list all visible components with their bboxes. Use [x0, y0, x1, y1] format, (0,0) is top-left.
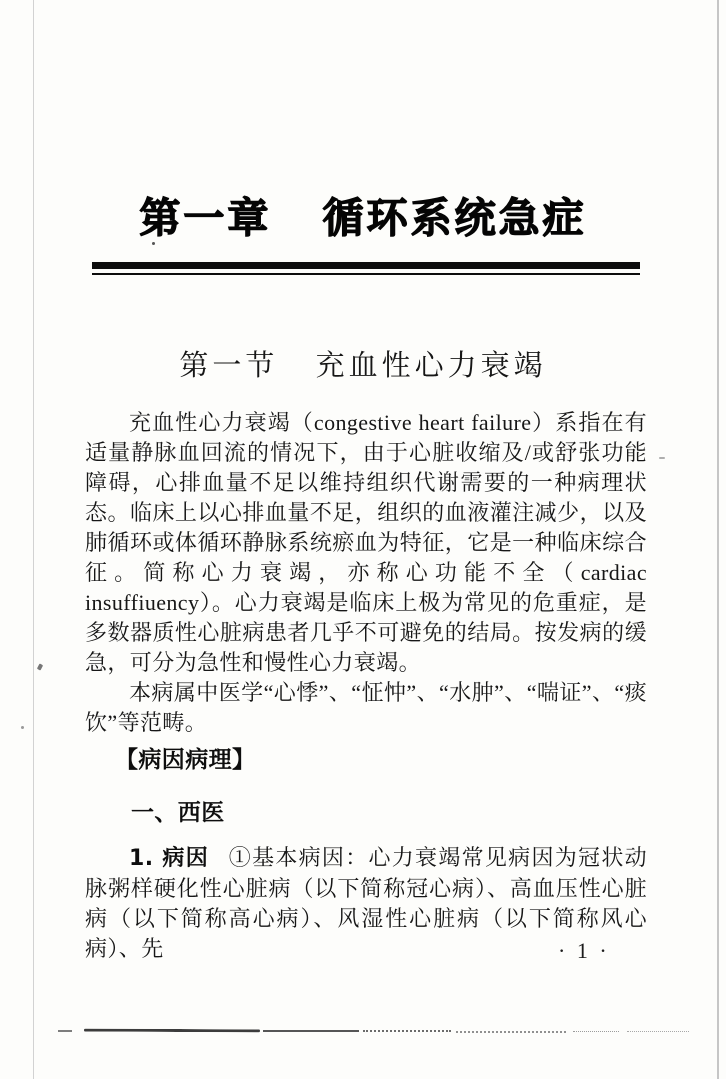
chapter-heading	[0, 190, 726, 246]
section-number: 第一节	[179, 350, 279, 382]
section-title: 充血性心力衰竭	[315, 350, 547, 382]
heading-etiology-pathology: 【病因病理】	[115, 747, 256, 773]
bottom-scan-artifact	[456, 1031, 566, 1033]
chapter-title: 循环系统急症	[322, 194, 587, 242]
scan-speck	[152, 242, 155, 245]
paragraph-tcm-categories: 本病属中医学“心悸”、“怔忡”、“水肿”、“喘证”、“痰饮”等范畴。	[85, 680, 647, 735]
heading-western-medicine: 一、西医	[131, 800, 225, 826]
chapter-number: 第一章	[139, 194, 272, 242]
bottom-scan-artifact	[363, 1030, 451, 1032]
scan-edge-right	[717, 0, 719, 1079]
bottom-scan-artifact	[263, 1030, 359, 1032]
bottom-scan-artifact	[58, 1030, 72, 1032]
scan-speck	[37, 663, 43, 670]
section-heading	[0, 347, 726, 385]
chapter-divider-rule-thin	[92, 273, 640, 275]
paragraph-basic-causes-text: ①基本病因：心力衰竭常见病因为冠状动脉粥样硬化性心脏病（以下简称冠心病）、高血压性心脏病（以下简称高心病）、风湿性心脏病（以下简称风心病）、先	[85, 845, 648, 961]
scan-edge-left	[33, 0, 34, 1079]
chapter-divider-rule	[92, 262, 640, 275]
body-text-block	[85, 408, 647, 964]
paragraph-basic-causes-lead: 1. 病因	[129, 846, 209, 871]
bottom-scan-artifact	[84, 1029, 260, 1033]
scan-speck	[659, 457, 665, 459]
scan-speck	[21, 726, 24, 729]
paragraph-definition: 充血性心力衰竭（congestive heart failure）系指在有适量静脉血回流的情况下，由于心脏收缩及/或舒张功能障碍，心排血量不足以维持组织代谢需要的一种病理状态。临床上以心排血量不足，组织的血液灌注减少，以及肺循环或体循环静脉系统瘀血为特征，它是一种临床综合征。简称心力衰竭，亦称心功能不全（cardiac insuffiuency）。心力衰竭是临床上极为常见的危重症，是多数器质性心脏病患者几乎不可避免的结局。按发病的缓急，可分为急性和慢性心力衰竭。	[85, 410, 647, 675]
page-number: · 1 ·	[558, 938, 610, 963]
bottom-scan-artifact	[627, 1031, 689, 1032]
bottom-scan-artifact	[573, 1031, 619, 1032]
